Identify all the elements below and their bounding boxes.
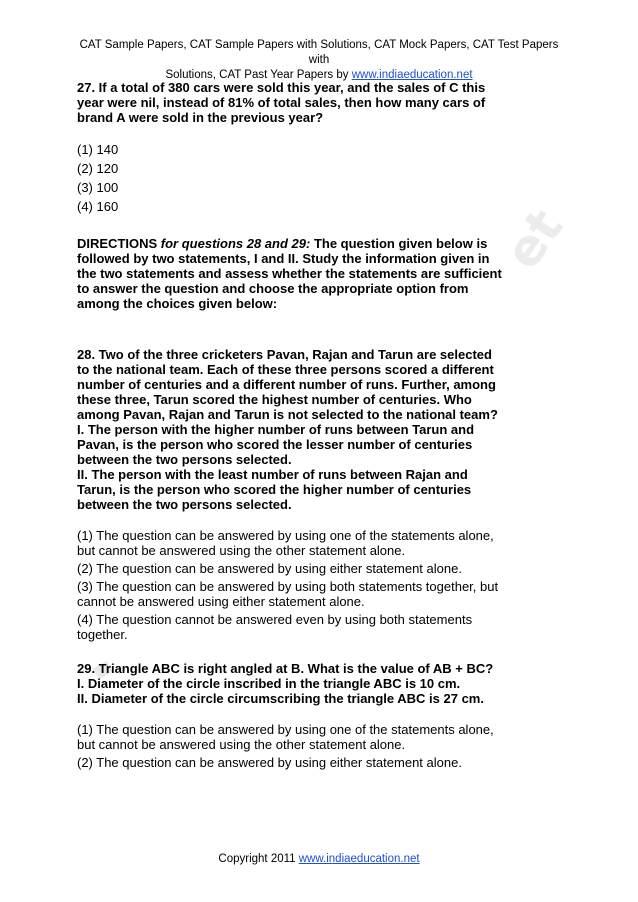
question-28-statement-2: II. The person with the least number of runs between Rajan and Tarun, is the person who scored the higher number of centuries between the two persons selected. — [77, 467, 472, 512]
question-29-option-1: (1) The question can be answered by using one of the statements alone, but cannot be answered using the other statement alone. — [77, 722, 494, 752]
page-content — [77, 80, 507, 773]
page-footer — [0, 853, 638, 865]
directions-italic: for questions 28 and 29: — [157, 236, 311, 251]
question-27-option-4: (4) 160 — [77, 199, 119, 214]
question-29-statement-1: I. Diameter of the circle inscribed in the triangle ABC is 10 cm. — [77, 676, 461, 691]
watermark-text: et — [493, 198, 575, 280]
question-28-option-2: (2) The question can be answered by using either statement alone. — [77, 561, 462, 576]
page-header — [70, 38, 568, 83]
directions-label: DIRECTIONS — [77, 236, 158, 251]
header-link[interactable]: www.indiaeducation.net — [351, 69, 473, 81]
question-28-options — [77, 528, 507, 642]
question-28-statement-1: I. The person with the higher number of runs between Tarun and Pavan, is the person who scored the lesser number of centuries between the two persons selected. — [77, 422, 475, 467]
directions-block — [77, 236, 507, 311]
question-27-option-1: (1) 140 — [77, 142, 119, 157]
question-29-option-2: (2) The question can be answered by using either statement alone. — [77, 755, 462, 770]
question-29-statement-2: II. Diameter of the circle circumscribing the triangle ABC is 27 cm. — [77, 691, 484, 706]
header-line-2-text: Solutions, CAT Past Year Papers by — [165, 69, 352, 81]
footer-link[interactable]: www.indiaeducation.net — [298, 853, 420, 865]
question-27-text: 27. If a total of 380 cars were sold this year, and the sales of C this year were nil, instead of 81% of total sales, then how many cars of brand A were sold in the previous year? — [77, 80, 486, 125]
directions-text: The question given below is followed by two statements, I and II. Study the information given in the two statements and assess whether the statements are sufficient to answer the question and choose the appropriate option from among the choices given below: — [77, 236, 502, 311]
question-28-option-4: (4) The question cannot be answered even by using both statements together. — [77, 612, 473, 642]
question-27-options — [77, 142, 507, 214]
footer-text: Copyright 2011 — [218, 853, 299, 865]
question-28-option-3: (3) The question can be answered by using both statements together, but cannot be answered using either statement alone. — [77, 579, 499, 609]
question-29-options — [77, 722, 507, 770]
question-27-option-2: (2) 120 — [77, 161, 119, 176]
question-29-text: 29. Triangle ABC is right angled at B. What is the value of AB + BC? — [77, 661, 494, 676]
question-27-option-3: (3) 100 — [77, 180, 119, 195]
header-line-1: CAT Sample Papers, CAT Sample Papers with Solutions, CAT Mock Papers, CAT Test Papers with — [79, 39, 559, 66]
question-28-text: 28. Two of the three cricketers Pavan, Rajan and Tarun are selected to the national team. Each of these three persons scored a different number of centuries and a different number of runs. Further, among these three, Tarun scored the highest number of centuries. Who among Pavan, Rajan and Tarun is not selected to the national team? — [77, 347, 498, 422]
question-28-option-1: (1) The question can be answered by using one of the statements alone, but cannot be answered using the other statement alone. — [77, 528, 494, 558]
